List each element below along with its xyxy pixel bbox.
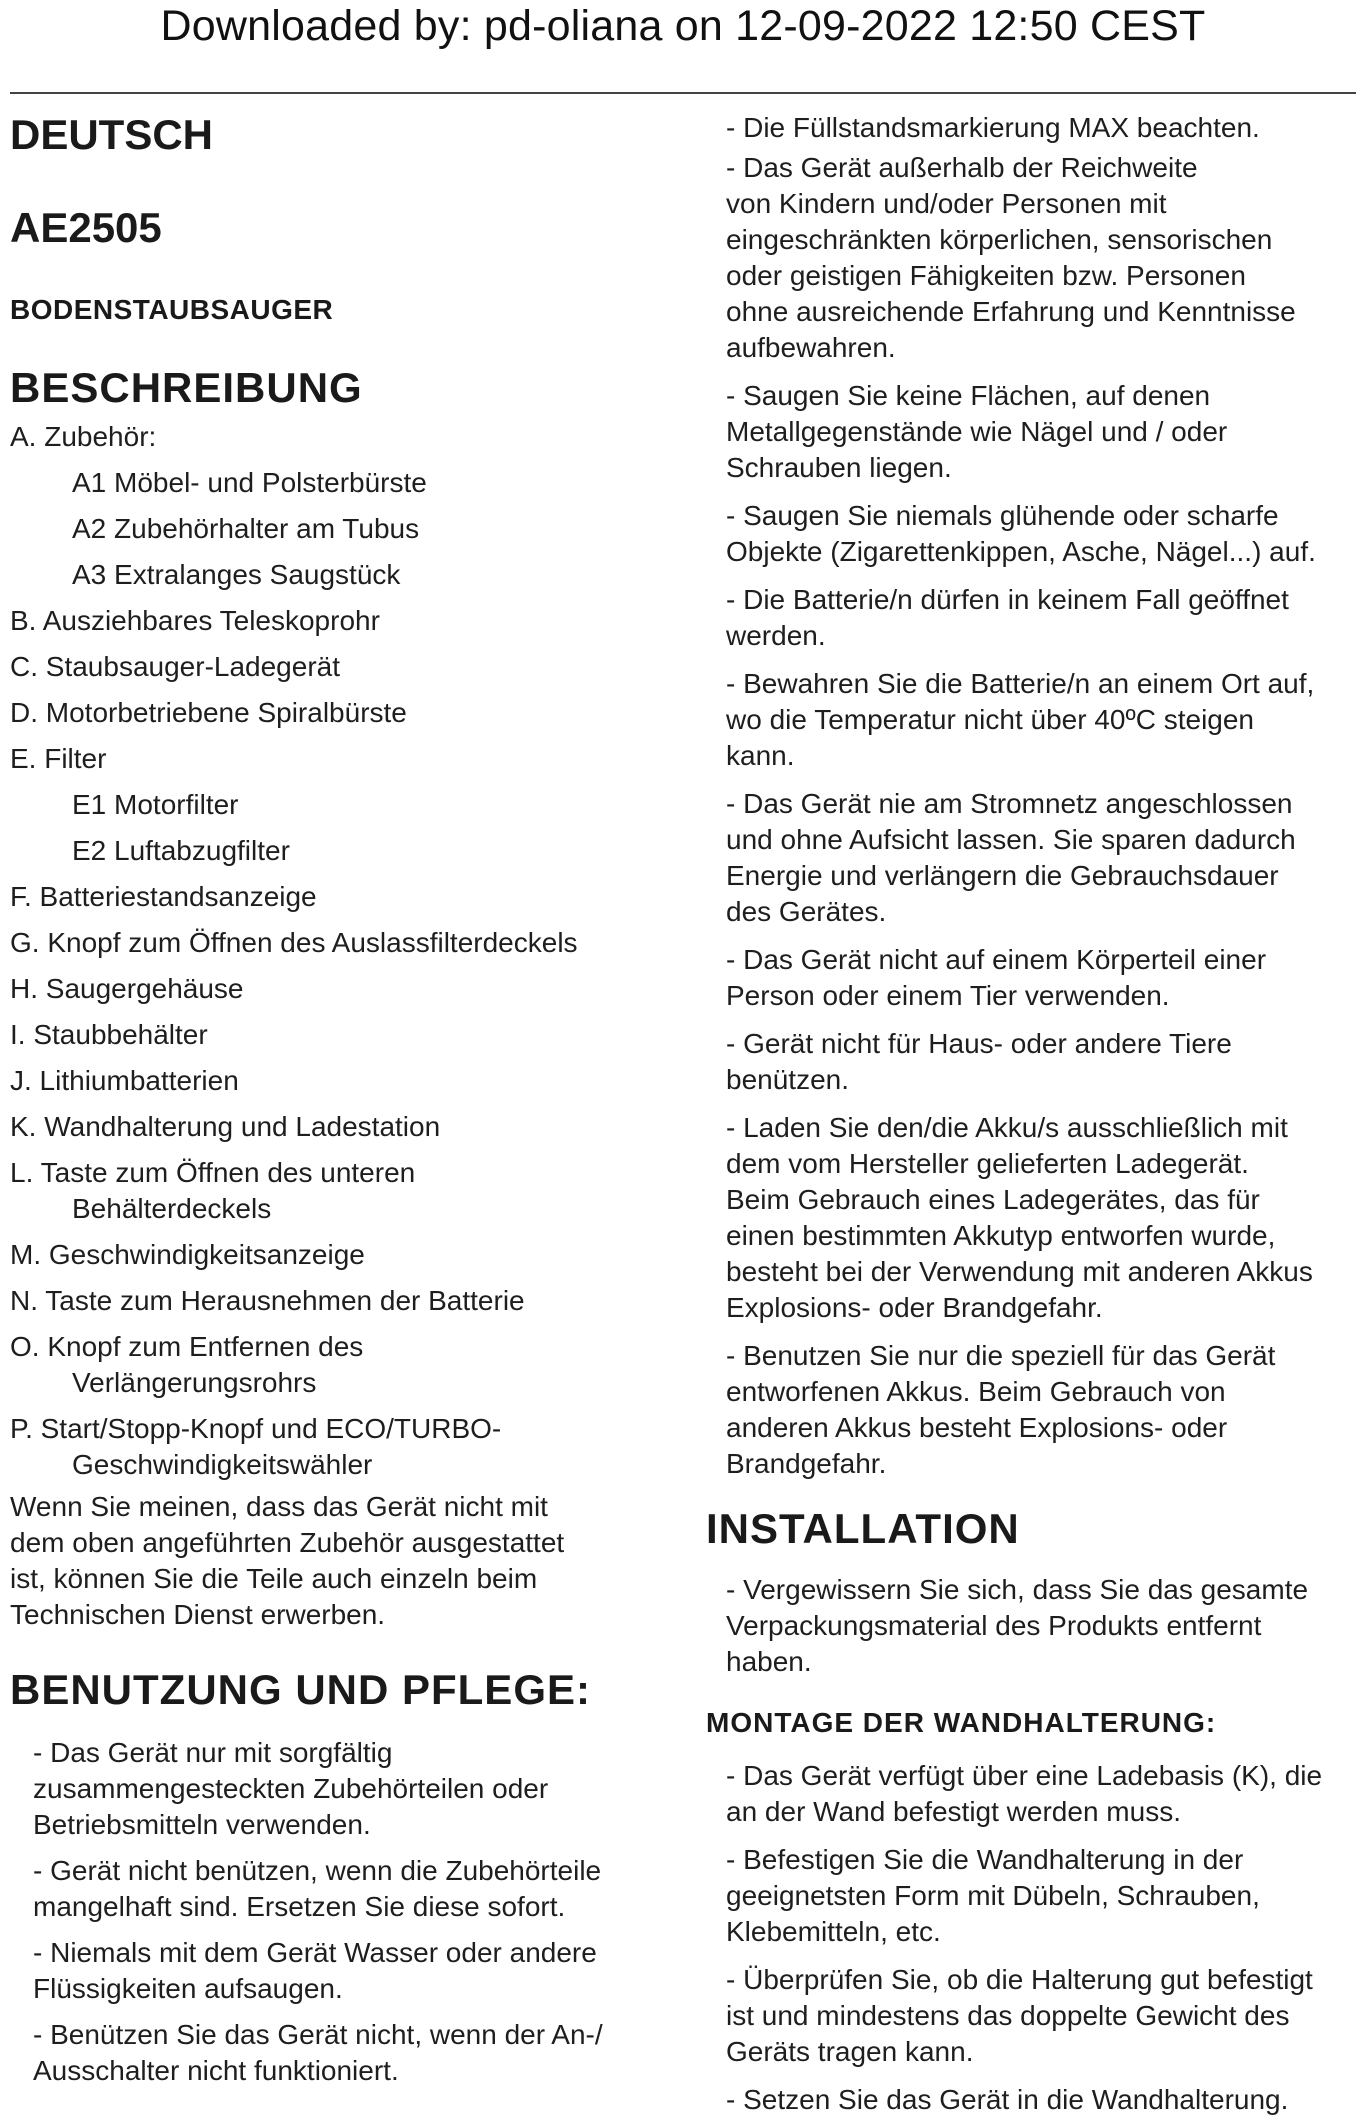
item-c: C. Staubsauger-Ladegerät bbox=[10, 651, 340, 682]
item-k: K. Wandhalterung und Ladestation bbox=[10, 1111, 441, 1142]
line: geeignetsten Form mit Dübeln, Schrauben, bbox=[726, 1880, 1260, 1911]
item-a2: A2 Zubehörhalter am Tubus bbox=[72, 513, 420, 544]
item-e1: E1 Motorfilter bbox=[72, 789, 239, 820]
list-item bbox=[706, 150, 1356, 366]
line: des Gerätes. bbox=[726, 896, 887, 927]
line: - Laden Sie den/die Akku/s ausschließlich mit bbox=[726, 1112, 1288, 1143]
line: dem vom Hersteller gelieferten Ladegerät. bbox=[726, 1148, 1249, 1179]
line: - Niemals mit dem Gerät Wasser oder andere bbox=[33, 1937, 597, 1968]
line: - Saugen Sie keine Flächen, auf denen bbox=[726, 380, 1211, 411]
note-line: dem oben angeführten Zubehör ausgestattet bbox=[10, 1527, 565, 1558]
list-item bbox=[706, 1842, 1356, 1950]
list-item bbox=[706, 1962, 1356, 2070]
item-l bbox=[10, 1155, 700, 1227]
line: eingeschränkten körperlichen, sensorischen bbox=[726, 224, 1273, 255]
line: anderen Akkus besteht Explosions- oder bbox=[726, 1412, 1228, 1443]
line: oder geistigen Fähigkeiten bzw. Personen bbox=[726, 260, 1246, 291]
line: Ausschalter nicht funktioniert. bbox=[33, 2055, 399, 2086]
item-e2: E2 Luftabzugfilter bbox=[72, 835, 290, 866]
line: - Das Gerät außerhalb der Reichweite bbox=[726, 152, 1198, 183]
item-d: D. Motorbetriebene Spiralbürste bbox=[10, 697, 407, 728]
item-o-line2: Verlängerungsrohrs bbox=[72, 1367, 317, 1398]
note-line: ist, können Sie die Teile auch einzeln beim bbox=[10, 1563, 538, 1594]
list-item bbox=[706, 1338, 1356, 1482]
item-p-line1: P. Start/Stopp-Knopf und ECO/TURBO- bbox=[10, 1413, 502, 1444]
line: benützen. bbox=[726, 1064, 849, 1095]
line: Objekte (Zigarettenkippen, Asche, Nägel...) auf. bbox=[726, 536, 1316, 567]
line: und ohne Aufsicht lassen. Sie sparen dadurch bbox=[726, 824, 1296, 855]
line: zusammengesteckten Zubehörteilen oder bbox=[33, 1773, 549, 1804]
header-divider bbox=[10, 92, 1356, 94]
language-heading: DEUTSCH bbox=[10, 111, 214, 158]
use-care-heading: BENUTZUNG UND PFLEGE: bbox=[10, 1666, 591, 1713]
line: - Die Füllstandsmarkierung MAX beachten. bbox=[726, 112, 1260, 143]
item-o bbox=[10, 1329, 700, 1401]
list-item bbox=[706, 110, 1356, 146]
line: - Saugen Sie niemals glühende oder scharfe bbox=[726, 500, 1279, 531]
line: ist und mindestens das doppelte Gewicht des bbox=[726, 2000, 1290, 2031]
item-a: A. Zubehör: bbox=[10, 421, 157, 452]
item-e: E. Filter bbox=[10, 743, 107, 774]
list-item bbox=[706, 786, 1356, 930]
line: - Setzen Sie das Gerät in die Wandhalterung. bbox=[726, 2084, 1289, 2115]
list-item bbox=[33, 2017, 700, 2089]
product-heading: BODENSTAUBSAUGER bbox=[10, 294, 334, 325]
list-item bbox=[706, 2082, 1356, 2118]
model-heading: AE2505 bbox=[10, 204, 162, 251]
line: - Benützen Sie das Gerät nicht, wenn der An-/ bbox=[33, 2019, 603, 2050]
line: Schrauben liegen. bbox=[726, 452, 952, 483]
line: - Das Gerät verfügt über eine Ladebasis (K), die bbox=[726, 1760, 1323, 1791]
item-l-line2: Behälterdeckels bbox=[72, 1193, 272, 1224]
list-item bbox=[706, 942, 1356, 1014]
item-a1: A1 Möbel- und Polsterbürste bbox=[72, 467, 427, 498]
line: ohne ausreichende Erfahrung und Kenntnisse bbox=[726, 296, 1296, 327]
item-g: G. Knopf zum Öffnen des Auslassfilterdeckels bbox=[10, 927, 578, 958]
list-item bbox=[33, 1935, 700, 2007]
right-column bbox=[706, 110, 1356, 2118]
line: Betriebsmitteln verwenden. bbox=[33, 1809, 371, 1840]
line: - Bewahren Sie die Batterie/n an einem Ort auf, bbox=[726, 668, 1315, 699]
download-watermark: Downloaded by: pd-oliana on 12-09-2022 12:50 CEST bbox=[160, 2, 1206, 50]
item-m: M. Geschwindigkeitsanzeige bbox=[10, 1239, 365, 1270]
line: haben. bbox=[726, 1646, 812, 1677]
line: Energie und verlängern die Gebrauchsdauer bbox=[726, 860, 1279, 891]
line: - Das Gerät nur mit sorgfältig bbox=[33, 1737, 393, 1768]
line: Klebemitteln, etc. bbox=[726, 1916, 941, 1947]
line: mangelhaft sind. Ersetzen Sie diese sofort. bbox=[33, 1891, 566, 1922]
description-heading: BESCHREIBUNG bbox=[10, 364, 363, 411]
item-h: H. Saugergehäuse bbox=[10, 973, 244, 1004]
line: Brandgefahr. bbox=[726, 1448, 887, 1479]
line: - Befestigen Sie die Wandhalterung in der bbox=[726, 1844, 1244, 1875]
mounting-heading: MONTAGE DER WANDHALTERUNG: bbox=[706, 1707, 1217, 1738]
installation-heading: INSTALLATION bbox=[706, 1505, 1020, 1552]
note-line: Technischen Dienst erwerben. bbox=[10, 1599, 386, 1630]
line: Explosions- oder Brandgefahr. bbox=[726, 1292, 1103, 1323]
line: werden. bbox=[726, 620, 826, 651]
line: Geräts tragen kann. bbox=[726, 2036, 974, 2067]
line: - Vergewissern Sie sich, dass Sie das gesamte bbox=[726, 1574, 1309, 1605]
list-item bbox=[706, 1110, 1356, 1326]
item-b: B. Ausziehbares Teleskoprohr bbox=[10, 605, 380, 636]
item-i: I. Staubbehälter bbox=[10, 1019, 208, 1050]
line: - Benutzen Sie nur die speziell für das Gerät bbox=[726, 1340, 1276, 1371]
list-item bbox=[706, 582, 1356, 654]
line: besteht bei der Verwendung mit anderen Akkus bbox=[726, 1256, 1313, 1287]
line: wo die Temperatur nicht über 40ºC steigen bbox=[726, 704, 1255, 735]
item-f: F. Batteriestandsanzeige bbox=[10, 881, 317, 912]
item-j: J. Lithiumbatterien bbox=[10, 1065, 239, 1096]
line: - Die Batterie/n dürfen in keinem Fall geöffnet bbox=[726, 584, 1289, 615]
line: an der Wand befestigt werden muss. bbox=[726, 1796, 1181, 1827]
item-o-line1: O. Knopf zum Entfernen des bbox=[10, 1331, 364, 1362]
line: kann. bbox=[726, 740, 795, 771]
item-n: N. Taste zum Herausnehmen der Batterie bbox=[10, 1285, 525, 1316]
line: einen bestimmten Akkutyp entworfen wurde, bbox=[726, 1220, 1276, 1251]
line: - Gerät nicht für Haus- oder andere Tiere bbox=[726, 1028, 1232, 1059]
accessories-note bbox=[10, 1489, 700, 1633]
line: entworfenen Akkus. Beim Gebrauch von bbox=[726, 1376, 1226, 1407]
line: Person oder einem Tier verwenden. bbox=[726, 980, 1170, 1011]
line: - Das Gerät nicht auf einem Körperteil einer bbox=[726, 944, 1267, 975]
line: von Kindern und/oder Personen mit bbox=[726, 188, 1167, 219]
item-a3: A3 Extralanges Saugstück bbox=[72, 559, 401, 590]
list-item bbox=[33, 1853, 700, 1925]
use-care-list bbox=[10, 1735, 700, 2089]
item-p bbox=[10, 1411, 700, 1483]
list-item bbox=[33, 1735, 700, 1843]
note-line: Wenn Sie meinen, dass das Gerät nicht mit bbox=[10, 1491, 548, 1522]
left-column bbox=[10, 110, 700, 2089]
item-p-line2: Geschwindigkeitswähler bbox=[72, 1449, 373, 1480]
item-l-line1: L. Taste zum Öffnen des unteren bbox=[10, 1157, 416, 1188]
list-item bbox=[706, 1026, 1356, 1098]
line: aufbewahren. bbox=[726, 332, 896, 363]
list-item bbox=[706, 666, 1356, 774]
list-item bbox=[706, 1758, 1356, 1830]
list-item bbox=[706, 378, 1356, 486]
list-item bbox=[706, 1572, 1356, 1680]
line: Flüssigkeiten aufsaugen. bbox=[33, 1973, 343, 2004]
line: Metallgegenstände wie Nägel und / oder bbox=[726, 416, 1228, 447]
line: Verpackungsmaterial des Produkts entfernt bbox=[726, 1610, 1262, 1641]
line: Beim Gebrauch eines Ladegerätes, das für bbox=[726, 1184, 1260, 1215]
line: - Gerät nicht benützen, wenn die Zubehörteile bbox=[33, 1855, 602, 1886]
line: - Überprüfen Sie, ob die Halterung gut befestigt bbox=[726, 1964, 1313, 1995]
line: - Das Gerät nie am Stromnetz angeschlossen bbox=[726, 788, 1293, 819]
list-item bbox=[706, 498, 1356, 570]
